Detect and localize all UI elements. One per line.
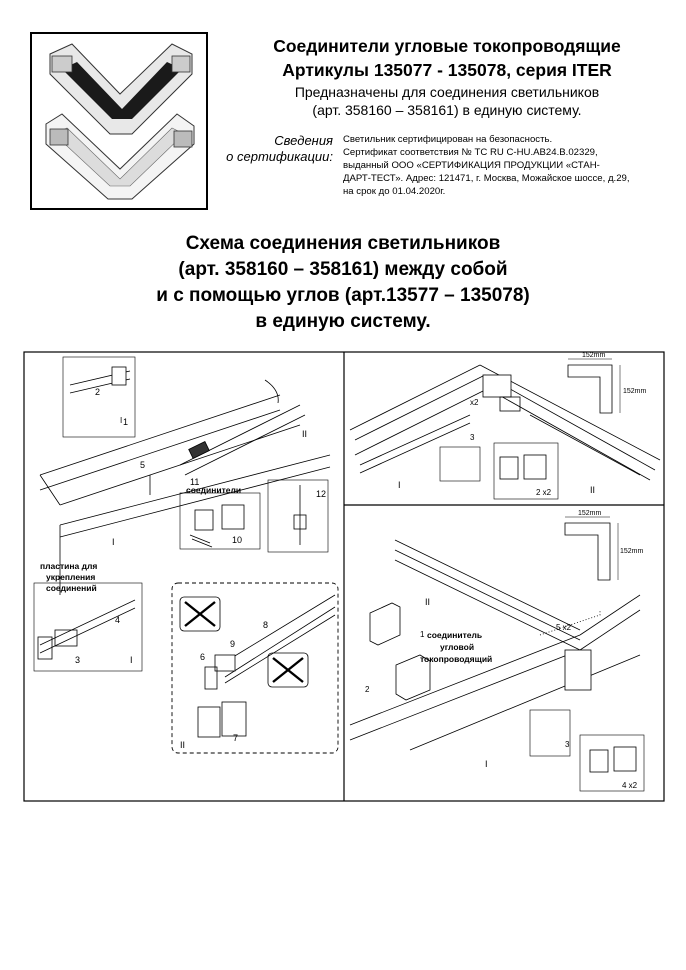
plate-label-line2: укрепления (46, 572, 96, 582)
product-photo (30, 32, 208, 210)
top-right-panel (350, 359, 660, 499)
corner-connector-image (32, 34, 206, 208)
scheme-title-line3: и с помощью углов (арт.13577 – 135078) (156, 285, 530, 306)
label-num-x2: 2 x2 (536, 488, 552, 497)
label-roman: I (130, 655, 133, 665)
label-num: 11 (190, 477, 200, 487)
label-x2: x2 (470, 398, 479, 407)
cert-label-line2: о сертификации: (226, 149, 333, 164)
label-num: 10 (232, 535, 243, 545)
label-num: 5 (140, 460, 146, 470)
cert-text-line: Сертификат соответствия № ТС RU C-HU.AB24.B.02329, (343, 147, 598, 158)
top-right-labels (398, 352, 647, 497)
scheme-title-line4: в единую систему. (255, 311, 431, 332)
scheme-title-line2: (арт. 358160 – 358161) между собой (178, 259, 508, 280)
connector-label-line2: угловой (440, 642, 475, 652)
label-num-x2: 5 x2 (556, 623, 572, 632)
cert-text-line: на срок до 01.04.2020г. (343, 186, 446, 197)
label-num: 6 (200, 652, 206, 662)
label-num: 1 (420, 630, 425, 639)
label-roman: I (120, 416, 123, 425)
label-num: 1 (123, 417, 129, 427)
connector-label-line3: токопроводящий (420, 654, 493, 664)
plate-label-line3: соединений (46, 583, 97, 593)
installation-diagram (0, 345, 686, 805)
dim-height: 152mm (620, 548, 644, 555)
label-num: 12 (316, 489, 327, 499)
dim-width: 152mm (582, 352, 606, 359)
dim-width: 152mm (578, 510, 602, 517)
label-roman: I (485, 759, 488, 769)
cert-text-line: выданный ООО «СЕРТИФИКАЦИЯ ПРОДУКЦИИ «СТАН- (343, 160, 600, 171)
label-roman: II (425, 597, 431, 607)
label-roman: II (590, 485, 596, 495)
plate-label-line1: пластина для (40, 561, 98, 571)
label-num: 3 (565, 740, 570, 749)
header-subtitle-line2: (арт. 358160 – 358161) в единую систему. (312, 102, 582, 118)
label-roman: I (112, 537, 115, 547)
label-roman: I (398, 480, 401, 490)
cert-label-line1: Сведения (274, 133, 333, 148)
label-num: 7 (233, 733, 239, 743)
label-num: 4 (115, 615, 121, 625)
label-roman: II (180, 740, 186, 750)
label-num: 3 (75, 655, 81, 665)
label-num: 2 (365, 685, 370, 694)
connectors-label: соединители (186, 485, 242, 495)
label-num: 2 (95, 387, 101, 397)
bottom-right-labels (365, 510, 644, 790)
header-article-line: Артикулы 135077 - 135078, серия ITER (282, 60, 612, 80)
left-panel-labels (40, 387, 326, 750)
bottom-right-panel (350, 517, 644, 791)
connector-label-line1: соединитель (427, 630, 483, 640)
label-roman: II (302, 429, 308, 439)
cert-text-line: Светильник сертифицирован на безопасность. (343, 134, 553, 145)
header-title: Соединители угловые токопроводящие (273, 36, 621, 56)
label-num: 9 (230, 639, 236, 649)
label-num: 3 (470, 433, 475, 442)
dim-height: 152mm (623, 388, 647, 395)
label-num-x2: 4 x2 (622, 781, 638, 790)
scheme-title-line1: Схема соединения светильников (185, 233, 501, 254)
label-num: 8 (263, 620, 269, 630)
cert-text-line: ДАРТ-ТЕСТ». Адрес: 121471, г. Москва, Можайское шоссе, д.29, (343, 173, 630, 184)
header-subtitle-line1: Предназначены для соединения светильников (294, 84, 600, 100)
left-panel (34, 357, 338, 753)
